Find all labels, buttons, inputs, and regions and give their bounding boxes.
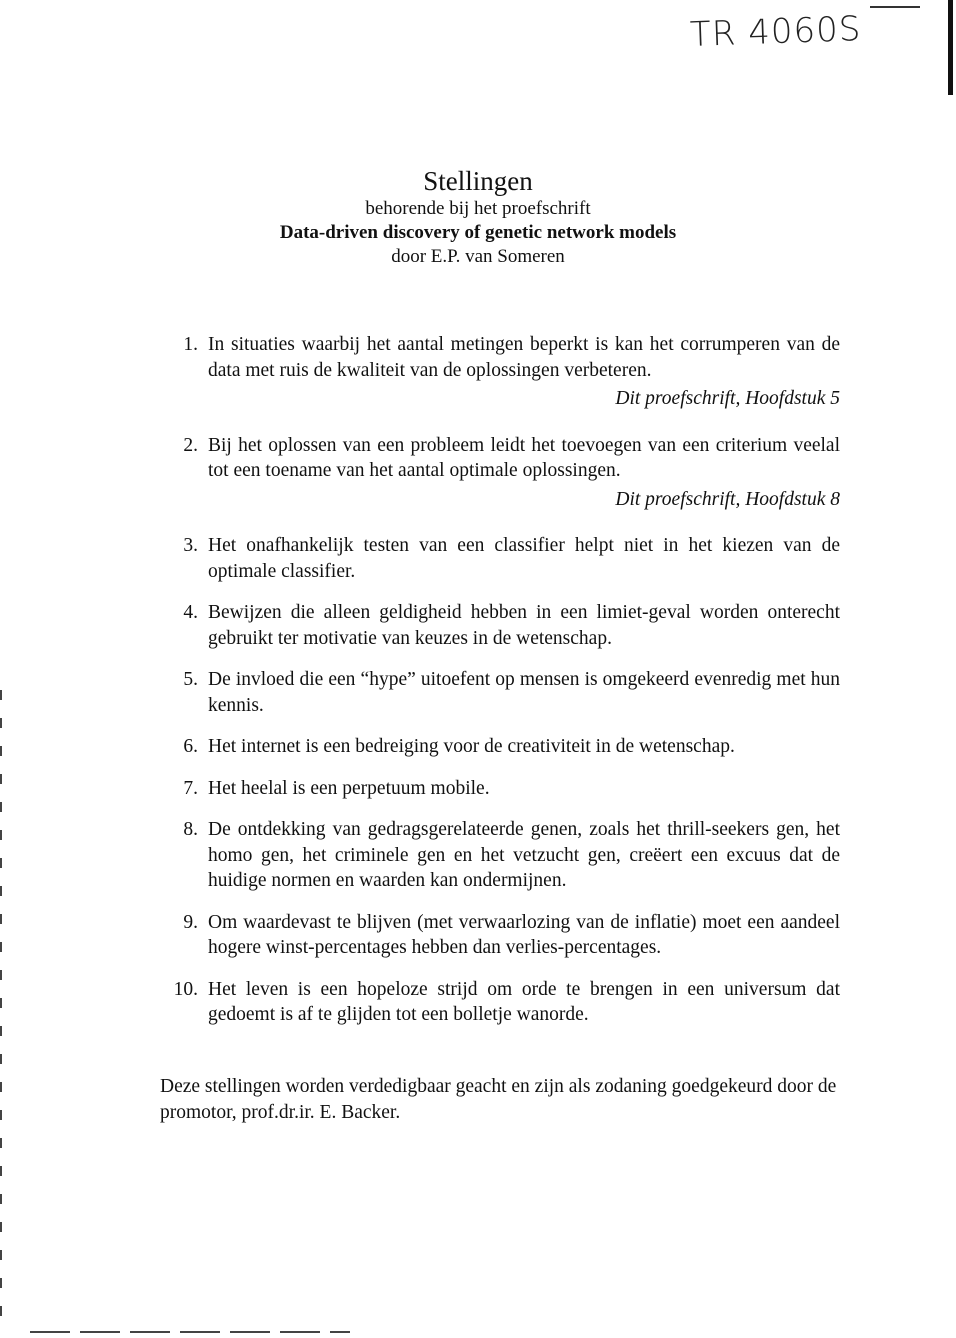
proposition-text: Om waardevast te blijven (met verwaarlozing van de inflatie) moet een aandeel hogere winst-percentages hebben dan verlies-percentages. bbox=[208, 911, 840, 958]
handwritten-archive-code: TR 4060S bbox=[689, 9, 862, 55]
proposition-text: Het leven is een hopeloze strijd om orde te brengen in een universum dat gedoemt is af te glijden tot een bolletje wanorde. bbox=[208, 978, 840, 1025]
proposition-item bbox=[160, 433, 840, 513]
proposition-text: Het heelal is een perpetuum mobile. bbox=[208, 777, 490, 799]
proposition-number: 10. bbox=[173, 978, 198, 1000]
proposition-item bbox=[160, 332, 840, 412]
page-subtitle: behorende bij het proefschrift bbox=[365, 198, 591, 219]
proposition-text: Het internet is een bedreiging voor de creativiteit in de wetenschap. bbox=[208, 736, 735, 757]
proposition-text: Bij het oplossen van een probleem leidt het toevoegen van een criterium veelal tot een toename van het aantal optimale oplossingen. bbox=[208, 434, 840, 481]
proposition-item bbox=[160, 600, 840, 651]
proposition-item bbox=[160, 817, 840, 894]
scan-artifact-left-edge bbox=[0, 690, 2, 1330]
proposition-number: 1. bbox=[183, 334, 198, 355]
proposition-number: 5. bbox=[183, 669, 198, 690]
proposition-item bbox=[160, 977, 840, 1028]
proposition-number: 6. bbox=[183, 736, 198, 757]
proposition-number: 4. bbox=[183, 602, 198, 623]
author-line: door E.P. van Someren bbox=[391, 246, 565, 267]
proposition-text: De invloed die een “hype” uitoefent op mensen is omgekeerd evenredig met hun kennis. bbox=[208, 669, 840, 716]
proposition-text: In situaties waarbij het aantal metingen beperkt is kan het corrumperen van de data met ruis de kwaliteit van de oplossingen verbeteren. bbox=[208, 334, 840, 381]
closing-statement: Deze stellingen worden verdedigbaar geacht en zijn als zodaning goedgekeurd door de promotor, prof.dr.ir. E. Backer. bbox=[160, 1076, 837, 1123]
proposition-item bbox=[160, 667, 840, 718]
proposition-source: Dit proefschrift, Hoofdstuk 8 bbox=[615, 488, 840, 510]
proposition-text: Bewijzen die alleen geldigheid hebben in een limiet-geval worden onterecht gebruikt ter motivatie van keuzes in de wetenschap. bbox=[208, 602, 840, 649]
scan-artifact-right-edge bbox=[948, 0, 953, 95]
proposition-item bbox=[160, 533, 840, 584]
propositions-list bbox=[160, 332, 840, 1028]
page-title: Stellingen bbox=[423, 166, 533, 196]
proposition-number: 2. bbox=[183, 434, 198, 456]
proposition-item bbox=[160, 734, 840, 760]
proposition-text: Het onafhankelijk testen van een classifier helpt niet in het kiezen van de optimale classifier. bbox=[208, 535, 840, 582]
proposition-source: Dit proefschrift, Hoofdstuk 5 bbox=[615, 388, 840, 409]
proposition-number: 3. bbox=[183, 535, 198, 556]
scan-artifact-bottom-edge bbox=[30, 1331, 350, 1333]
proposition-number: 9. bbox=[183, 911, 198, 933]
scan-artifact-top bbox=[870, 6, 920, 8]
document-header bbox=[0, 165, 956, 269]
proposition-number: 8. bbox=[183, 819, 198, 840]
proposition-item bbox=[160, 910, 840, 961]
proposition-number: 7. bbox=[183, 777, 198, 799]
proposition-item bbox=[160, 776, 840, 802]
thesis-title: Data-driven discovery of genetic network models bbox=[279, 222, 677, 243]
proposition-text: De ontdekking van gedragsgerelateerde genen, zoals het thrill-seekers gen, het homo gen, het criminele gen en het vetzucht gen, creëert een excuus dat de huidige normen en waarden kan ondermijnen. bbox=[208, 819, 840, 891]
